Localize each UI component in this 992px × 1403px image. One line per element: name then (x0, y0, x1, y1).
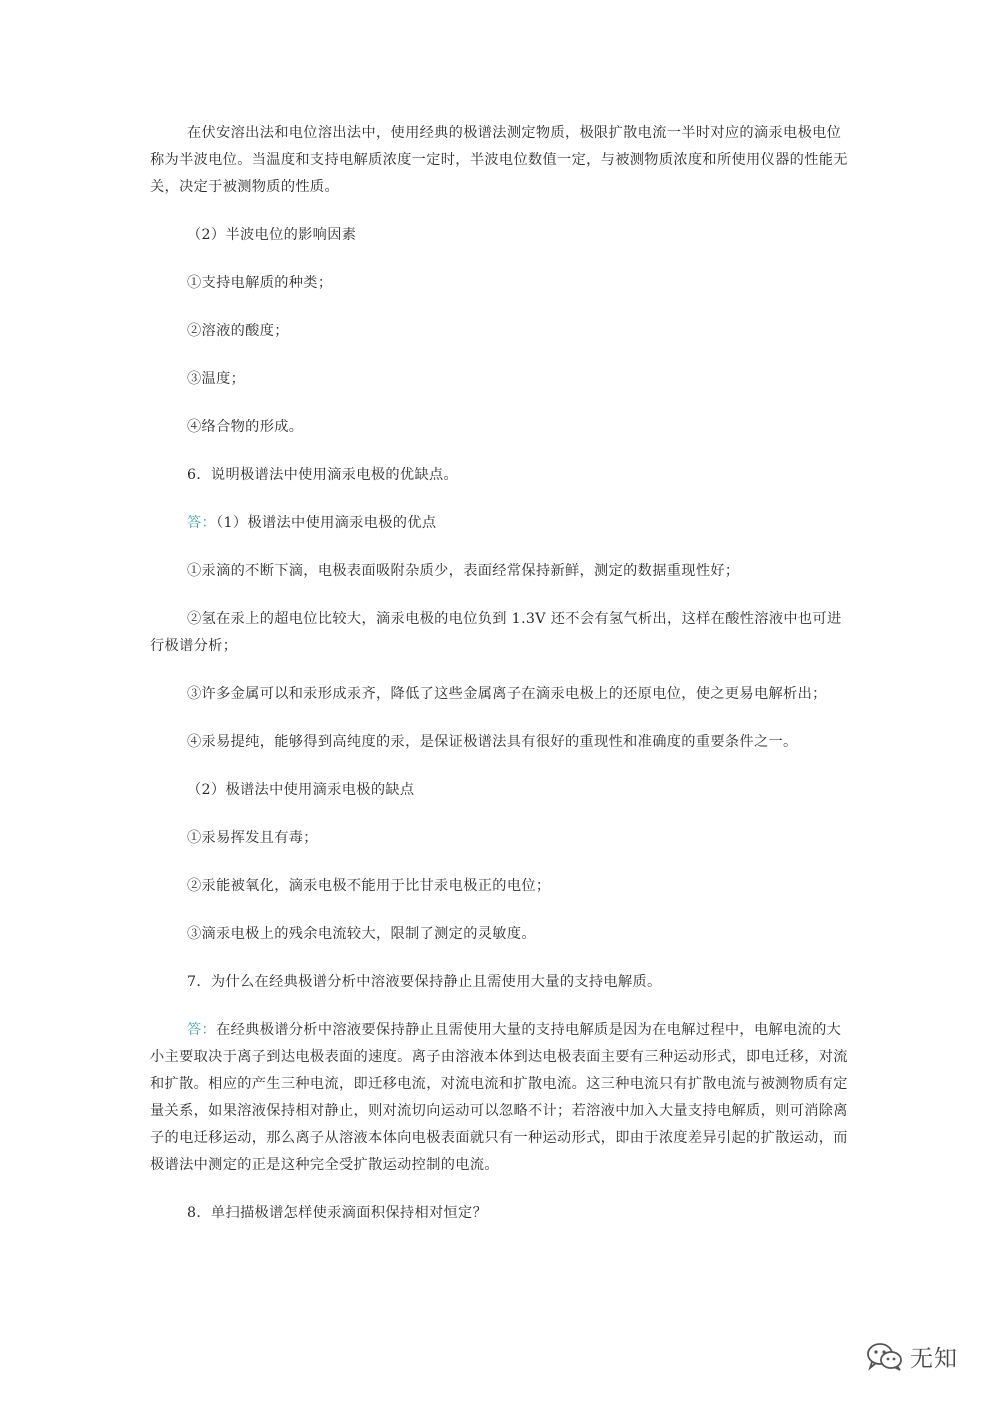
list-item: ②氢在汞上的超电位比较大，滴汞电极的电位负到 1.3V 还不会有氢气析出，这样在酸性溶液中也可进行极谱分析； (150, 611, 842, 654)
list-item: ③温度； (187, 371, 246, 387)
question-8: 8．单扫描极谱怎样使汞滴面积保持相对恒定？ (187, 1205, 488, 1221)
list-item: ①支持电解质的种类； (187, 275, 333, 291)
disadvantages-heading: （2）极谱法中使用滴汞电极的缺点 (187, 782, 415, 798)
list-item: ②汞能被氧化，滴汞电极不能用于比甘汞电极正的电位； (187, 878, 551, 894)
answer-7 (150, 1017, 848, 1179)
list-item: ③许多金属可以和汞形成汞齐，降低了这些金属离子在滴汞电极上的还原电位，使之更易电解析出； (187, 686, 827, 702)
watermark-text: 无知 (910, 1346, 958, 1372)
list-item: ④络合物的形成。 (187, 419, 304, 435)
list-item: ①汞滴的不断下滴，电极表面吸附杂质少，表面经常保持新鲜，测定的数据重现性好； (187, 563, 740, 579)
document-body (150, 120, 848, 1227)
list-item: ④汞易提纯，能够得到高纯度的汞，是保证极谱法具有很好的重现性和准确度的重要条件之一。 (187, 734, 798, 750)
answer-6-heading (150, 510, 848, 537)
watermark (866, 1340, 958, 1373)
paragraph-half-wave-definition: 在伏安溶出法和电位溶出法中，使用经典的极谱法测定物质，极限扩散电流一半时对应的滴汞电极电位称为半波电位。当温度和支持电解质浓度一定时，半波电位数值一定，与被测物质浓度和所使用仪器的性能无关，决定于被测物质的性质。 (150, 125, 848, 195)
wechat-icon (866, 1342, 904, 1372)
heading-influence-factors: （2）半波电位的影响因素 (187, 227, 357, 243)
list-item: ②溶液的酸度； (187, 323, 289, 339)
question-7: 7．为什么在经典极谱分析中溶液要保持静止且需使用大量的支持电解质。 (187, 974, 662, 990)
answer-label: 答： (187, 1022, 217, 1038)
answer-label: 答： (187, 515, 217, 531)
question-6: 6．说明极谱法中使用滴汞电极的优缺点。 (187, 467, 459, 483)
answer-6-heading-text: （1）极谱法中使用滴汞电极的优点 (216, 515, 437, 531)
answer-7-text: 在经典极谱分析中溶液要保持静止且需使用大量的支持电解质是因为在电解过程中，电解电流的大小主要取决于离子到达电极表面的速度。离子由溶液本体到达电极表面主要有三种运动形式，即电迁移，对流和扩散。相应的产生三种电流，即迁移电流，对流电流和扩散电流。这三种电流只有扩散电流与被测物质有定量关系，如果溶液保持相对静止，则对流切向运动可以忽略不计；若溶液中加入大量支持电解质，则可消除离子的电迁移运动，那么离子从溶液本体向电极表面就只有一种运动形式，即由于浓度差异引起的扩散运动，而极谱法中测定的正是这种完全受扩散运动控制的电流。 (150, 1022, 848, 1173)
list-item: ①汞易挥发且有毒； (187, 830, 318, 846)
list-item: ③滴汞电极上的残余电流较大，限制了测定的灵敏度。 (187, 926, 536, 942)
